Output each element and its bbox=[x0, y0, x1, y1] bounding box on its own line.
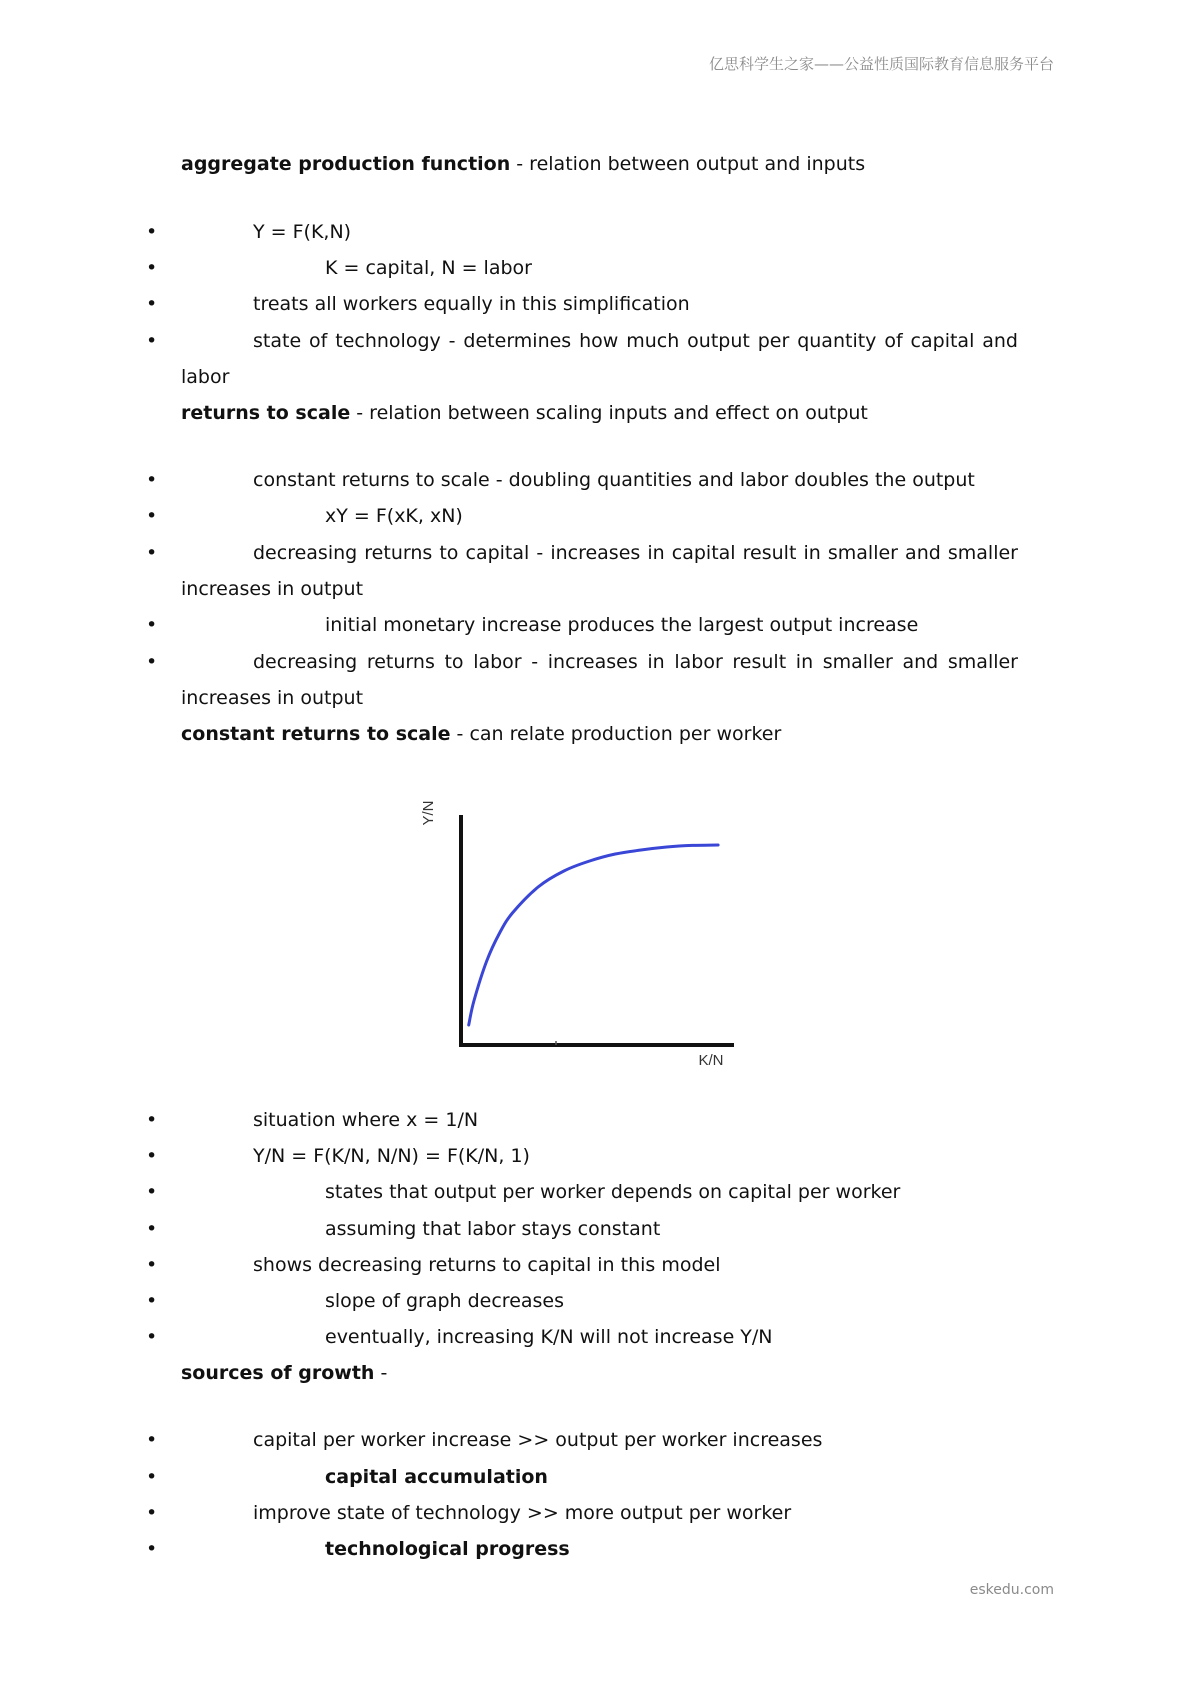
emphasis: technological progress bbox=[325, 1538, 570, 1560]
list-item: Y/N = F(K/N, N/N) = F(K/N, 1) bbox=[253, 1145, 530, 1167]
list-item: shows decreasing returns to capital in this model bbox=[253, 1254, 721, 1276]
heading-constant-returns-to-scale bbox=[181, 721, 781, 747]
site-header-title: 亿思科学生之家——公益性质国际教育信息服务平台 bbox=[708, 55, 1054, 73]
bullet-marker bbox=[146, 540, 156, 566]
site-footer-url: eskedu.com bbox=[969, 1582, 1054, 1598]
definition: - relation between output and inputs bbox=[510, 153, 866, 175]
list-item bbox=[325, 1464, 548, 1490]
bullet-marker bbox=[146, 1324, 156, 1350]
term: sources of growth bbox=[181, 1362, 375, 1384]
list-item: slope of graph decreases bbox=[325, 1290, 565, 1312]
list-item: improve state of technology >> more output per worker bbox=[253, 1502, 792, 1524]
list-item-continuation: increases in output bbox=[181, 578, 364, 600]
list-item: situation where x = 1/N bbox=[253, 1109, 479, 1131]
bullet-marker bbox=[146, 1427, 156, 1453]
list-item: states that output per worker depends on capital per worker bbox=[325, 1181, 901, 1203]
list-item: xY = F(xK, xN) bbox=[325, 505, 463, 527]
bullet-marker bbox=[146, 1536, 156, 1562]
term: constant returns to scale bbox=[181, 723, 451, 745]
list-item: treats all workers equally in this simplification bbox=[253, 293, 690, 315]
bullet-marker bbox=[146, 1216, 156, 1242]
output-curve bbox=[469, 845, 718, 1025]
heading-aggregate-production-function bbox=[181, 151, 865, 177]
bullet-marker bbox=[146, 1500, 156, 1526]
list-item: decreasing returns to capital - increases in capital result in smaller and smaller bbox=[253, 542, 1018, 564]
heading-sources-of-growth bbox=[181, 1360, 387, 1386]
list-item: K = capital, N = labor bbox=[325, 257, 532, 279]
production-per-worker-chart bbox=[410, 783, 780, 1083]
bullet-marker bbox=[146, 1107, 156, 1133]
list-item: eventually, increasing K/N will not increase Y/N bbox=[325, 1326, 773, 1348]
bullet-marker bbox=[146, 255, 156, 281]
bullet-marker bbox=[146, 1252, 156, 1278]
bullet-marker bbox=[146, 612, 156, 638]
x-axis-label: K/N bbox=[698, 1052, 724, 1069]
bullet-marker bbox=[146, 503, 156, 529]
heading-returns-to-scale bbox=[181, 400, 868, 426]
bullet-marker bbox=[146, 649, 156, 675]
list-item: state of technology - determines how much output per quantity of capital and bbox=[253, 330, 1018, 352]
term: aggregate production function bbox=[181, 153, 511, 175]
definition: - bbox=[374, 1362, 388, 1384]
y-axis-label: Y/N bbox=[420, 800, 437, 826]
bullet-marker bbox=[146, 1464, 156, 1490]
bullet-marker bbox=[146, 328, 156, 354]
bullet-marker bbox=[146, 291, 156, 317]
bullet-marker bbox=[146, 1179, 156, 1205]
list-item: initial monetary increase produces the largest output increase bbox=[325, 614, 919, 636]
bullet-marker bbox=[146, 219, 156, 245]
bullet-marker bbox=[146, 1143, 156, 1169]
bullet-marker bbox=[146, 1288, 156, 1314]
list-item: Y = F(K,N) bbox=[253, 221, 352, 243]
list-item: capital per worker increase >> output per worker increases bbox=[253, 1429, 823, 1451]
term: returns to scale bbox=[181, 402, 351, 424]
emphasis: capital accumulation bbox=[325, 1466, 548, 1488]
list-item: assuming that labor stays constant bbox=[325, 1218, 661, 1240]
list-item-continuation: labor bbox=[181, 366, 230, 388]
bullet-marker bbox=[146, 467, 156, 493]
list-item: decreasing returns to labor - increases in labor result in smaller and smaller bbox=[253, 651, 1018, 673]
definition: - can relate production per worker bbox=[450, 723, 782, 745]
list-item: constant returns to scale - doubling quantities and labor doubles the output bbox=[253, 469, 975, 491]
definition: - relation between scaling inputs and effect on output bbox=[350, 402, 868, 424]
list-item bbox=[325, 1536, 570, 1562]
list-item-continuation: increases in output bbox=[181, 687, 364, 709]
